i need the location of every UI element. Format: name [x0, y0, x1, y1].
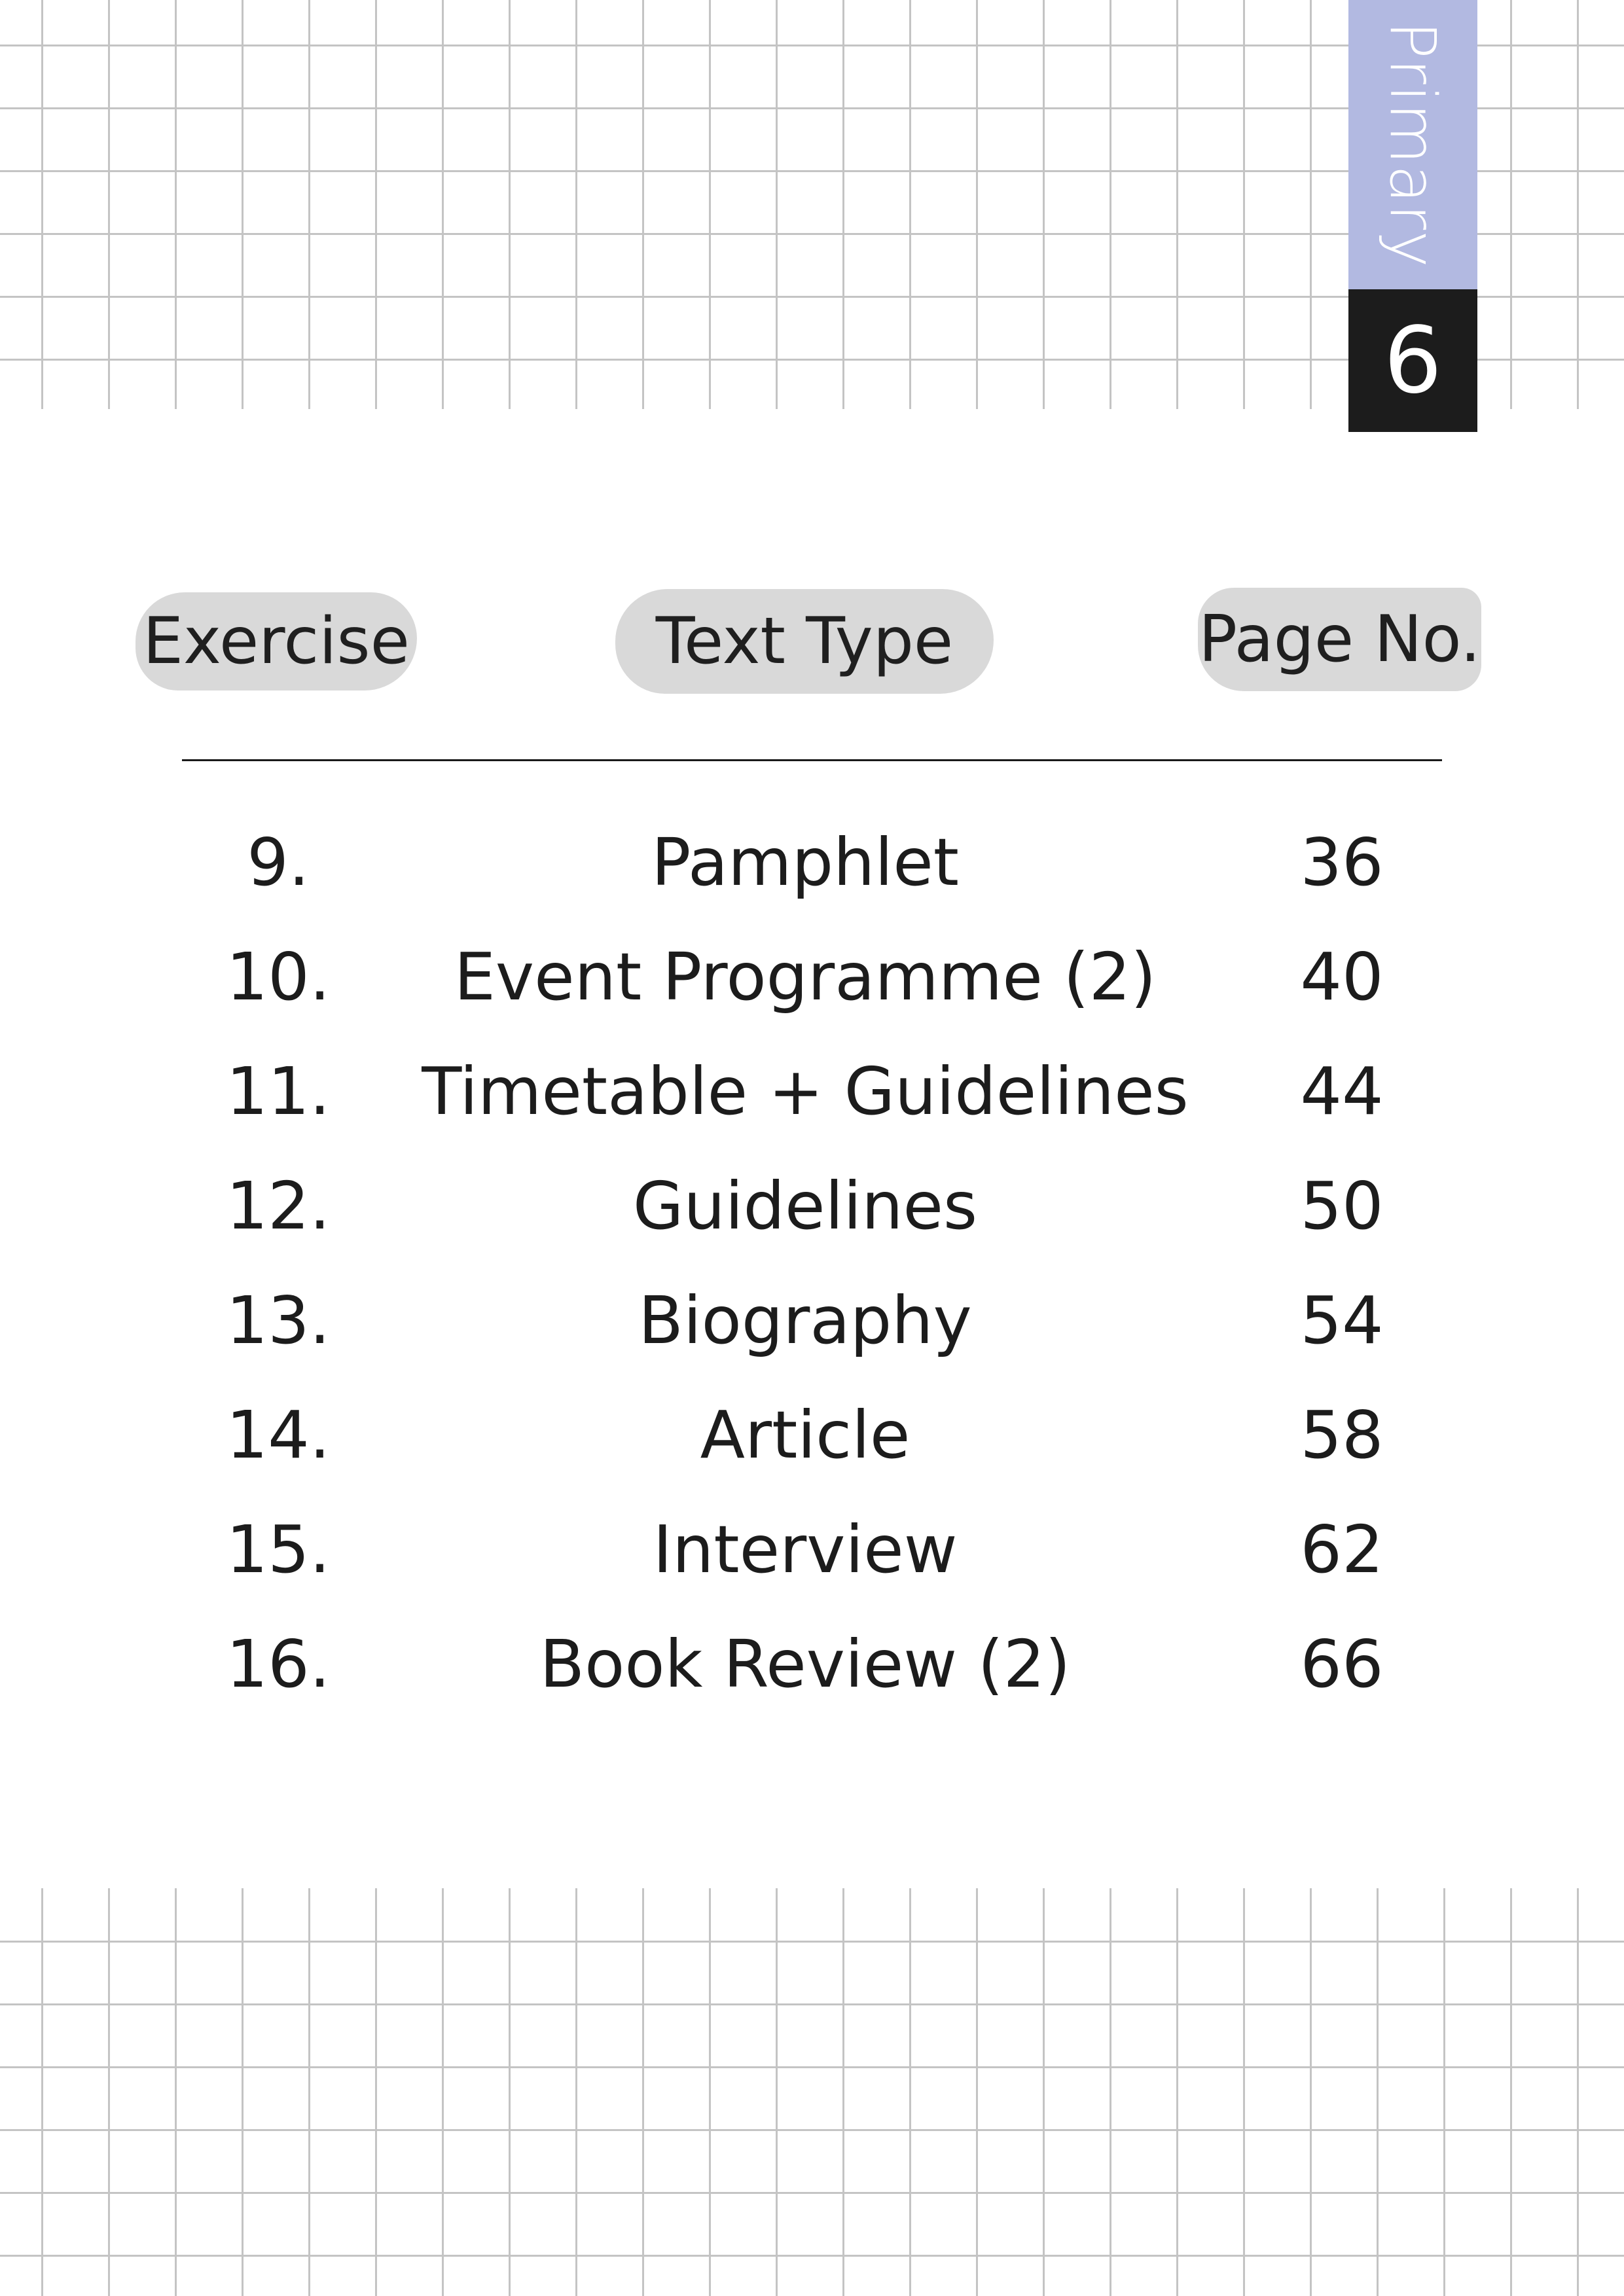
page-number: 54 — [1300, 1282, 1384, 1359]
header-divider — [182, 759, 1442, 761]
exercise-number: 15. — [226, 1511, 331, 1588]
exercise-number: 12. — [226, 1168, 331, 1244]
page-number: 58 — [1300, 1397, 1384, 1473]
level-number: 6 — [1348, 289, 1477, 432]
toc-row[interactable] — [0, 920, 1624, 1034]
toc-row[interactable] — [0, 1492, 1624, 1607]
page-number: 62 — [1300, 1511, 1384, 1588]
level-label-box — [1348, 0, 1477, 289]
text-type: Interview — [653, 1511, 958, 1588]
page-number: 40 — [1300, 939, 1384, 1015]
grid-background-bottom — [0, 1888, 1624, 2296]
toc-row[interactable] — [0, 1034, 1624, 1149]
text-type: Pamphlet — [651, 824, 959, 901]
text-type: Article — [700, 1397, 911, 1473]
toc-row[interactable] — [0, 1607, 1624, 1721]
table-of-contents — [0, 805, 1624, 1721]
toc-row[interactable] — [0, 805, 1624, 920]
text-type: Biography — [638, 1282, 972, 1359]
text-type: Book Review (2) — [539, 1626, 1071, 1702]
page-number: 36 — [1300, 824, 1384, 901]
text-type: Guidelines — [632, 1168, 978, 1244]
toc-row[interactable] — [0, 1263, 1624, 1378]
exercise-number: 11. — [226, 1053, 331, 1130]
toc-row[interactable] — [0, 1378, 1624, 1492]
page-number: 50 — [1300, 1168, 1384, 1244]
exercise-number: 14. — [226, 1397, 331, 1473]
text-type: Event Programme (2) — [454, 939, 1157, 1015]
header-text-type: Text Type — [615, 589, 994, 694]
text-type: Timetable + Guidelines — [422, 1053, 1189, 1130]
exercise-number: 13. — [226, 1282, 331, 1359]
page-number: 66 — [1300, 1626, 1384, 1702]
level-tab — [1348, 0, 1477, 432]
exercise-number: 9. — [247, 824, 310, 901]
toc-row[interactable] — [0, 1149, 1624, 1263]
level-label: Primary — [1376, 21, 1449, 268]
header-exercise: Exercise — [135, 592, 417, 691]
header-page-no: Page No. — [1198, 588, 1481, 691]
exercise-number: 10. — [226, 939, 331, 1015]
exercise-number: 16. — [226, 1626, 331, 1702]
page-number: 44 — [1300, 1053, 1384, 1130]
